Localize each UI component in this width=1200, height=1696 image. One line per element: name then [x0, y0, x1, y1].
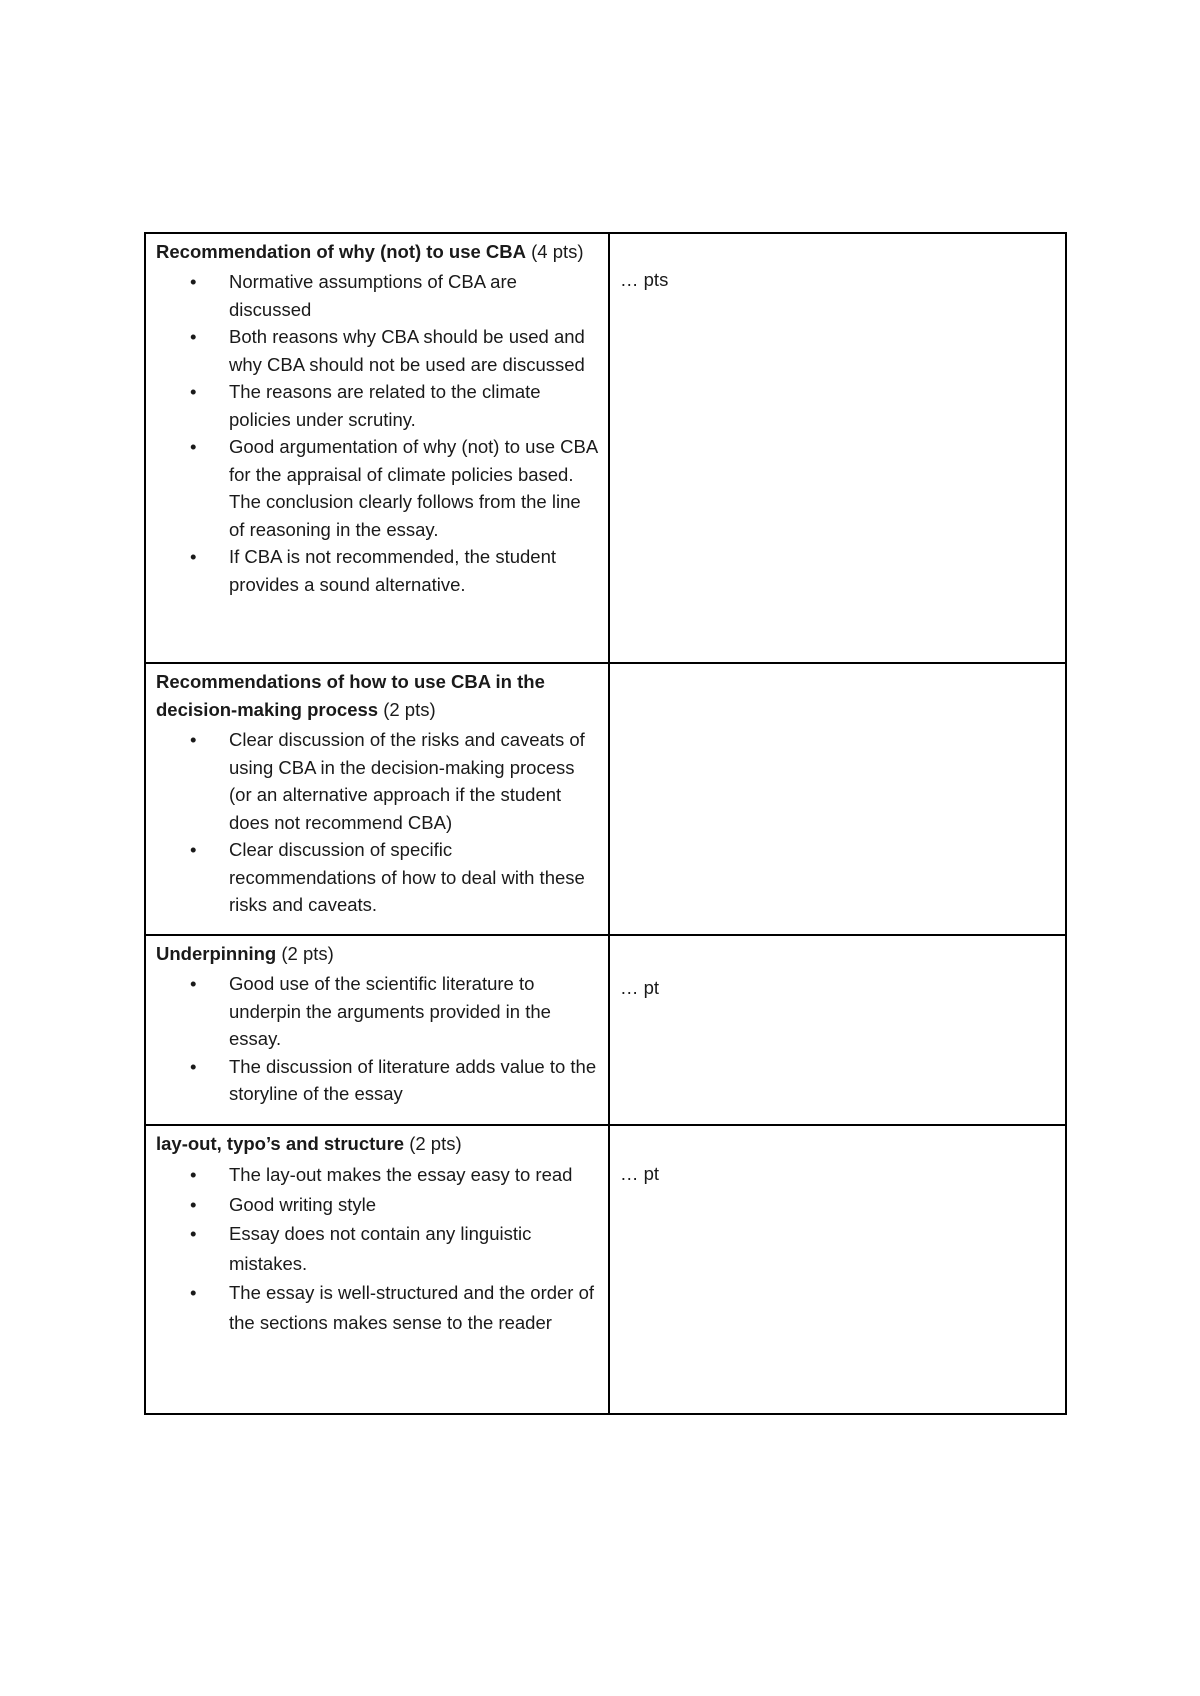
bullet-text: The essay is well-structured and the order of the sections makes sense to the reader [229, 1282, 595, 1333]
bullet-text: Both reasons why CBA should be used and why CBA should not be used are discussed [229, 326, 585, 375]
bullet-icon: • [190, 973, 197, 994]
bullet-icon: • [190, 839, 197, 860]
criterion-title-text: lay-out, typo’s and structure [156, 1133, 405, 1154]
list-item [156, 1219, 598, 1278]
bullet-text: Good writing style [229, 1193, 377, 1215]
bullet-text: Clear discussion of specific recommendations of how to deal with these risks and caveats. [229, 839, 585, 915]
criterion-bullet-list [156, 726, 598, 919]
criterion-title [156, 940, 598, 968]
bullet-icon: • [190, 546, 197, 567]
list-item [156, 433, 598, 543]
criterion-bullet-list [156, 268, 598, 598]
bullet-text: Good use of the scientific literature to underpin the arguments provided in the essay. [229, 973, 551, 1049]
list-item [156, 378, 598, 433]
list-item [156, 836, 598, 919]
bullet-text: If CBA is not recommended, the student provides a sound alternative. [229, 546, 557, 595]
bullet-text: The reasons are related to the climate policies under scrutiny. [229, 381, 541, 430]
criterion-bullet-list [156, 970, 598, 1108]
criteria-cell [145, 663, 609, 935]
list-item [156, 1278, 598, 1337]
bullet-icon: • [190, 326, 197, 347]
bullet-text: Clear discussion of the risks and caveats of using CBA in the decision-making process (or an alternative approach if the student does not recommend CBA) [229, 729, 585, 833]
criterion-title [156, 668, 598, 724]
criterion-title-text: Recommendation of why (not) to use CBA [156, 241, 526, 262]
bullet-text: Essay does not contain any linguistic mistakes. [229, 1223, 532, 1274]
criterion-points: (2 pts) [378, 699, 436, 720]
grading-rubric-table [144, 232, 1067, 1415]
bullet-icon: • [190, 1223, 197, 1244]
bullet-text: The lay-out makes the essay easy to read [229, 1164, 573, 1185]
rubric-row-why-use-cba [145, 233, 1066, 663]
score-cell [609, 663, 1066, 935]
bullet-text: Normative assumptions of CBA are discussed [229, 271, 517, 320]
criterion-title-text: Recommendations of how to use CBA in the decision-making process [156, 671, 545, 720]
score-value: … pt [620, 1163, 660, 1184]
rubric-row-layout-structure [145, 1125, 1066, 1414]
list-item [156, 1160, 598, 1190]
bullet-icon: • [190, 271, 197, 292]
criterion-points: (4 pts) [526, 241, 584, 262]
bullet-icon: • [190, 436, 197, 457]
criterion-title-text: Underpinning [156, 943, 277, 964]
rubric-row-how-use-cba [145, 663, 1066, 935]
list-item [156, 970, 598, 1053]
score-value: … pts [620, 269, 669, 290]
list-item [156, 726, 598, 836]
criteria-cell [145, 935, 609, 1125]
score-cell [609, 935, 1066, 1125]
criterion-title [156, 1130, 598, 1158]
bullet-icon: • [190, 729, 197, 750]
criterion-points: (2 pts) [404, 1133, 462, 1154]
score-cell [609, 1125, 1066, 1414]
criteria-cell [145, 1125, 609, 1414]
rubric-row-underpinning [145, 935, 1066, 1125]
bullet-text: Good argumentation of why (not) to use CBA for the appraisal of climate policies based. The conclusion clearly follows from the line of reasoning in the essay. [229, 436, 598, 540]
score-cell [609, 233, 1066, 663]
criteria-cell [145, 233, 609, 663]
list-item [156, 543, 598, 598]
list-item [156, 323, 598, 378]
list-item [156, 268, 598, 323]
list-item [156, 1190, 598, 1220]
bullet-icon: • [190, 1282, 197, 1303]
bullet-text: The discussion of literature adds value to the storyline of the essay [229, 1055, 597, 1104]
criterion-title [156, 238, 598, 266]
bullet-icon: • [190, 1055, 197, 1077]
criterion-points: (2 pts) [276, 943, 334, 964]
criterion-bullet-list [156, 1160, 598, 1337]
list-item [156, 1053, 598, 1108]
bullet-icon: • [190, 1164, 197, 1185]
bullet-icon: • [190, 1193, 197, 1215]
bullet-icon: • [190, 381, 197, 402]
score-value: … pt [620, 977, 660, 998]
